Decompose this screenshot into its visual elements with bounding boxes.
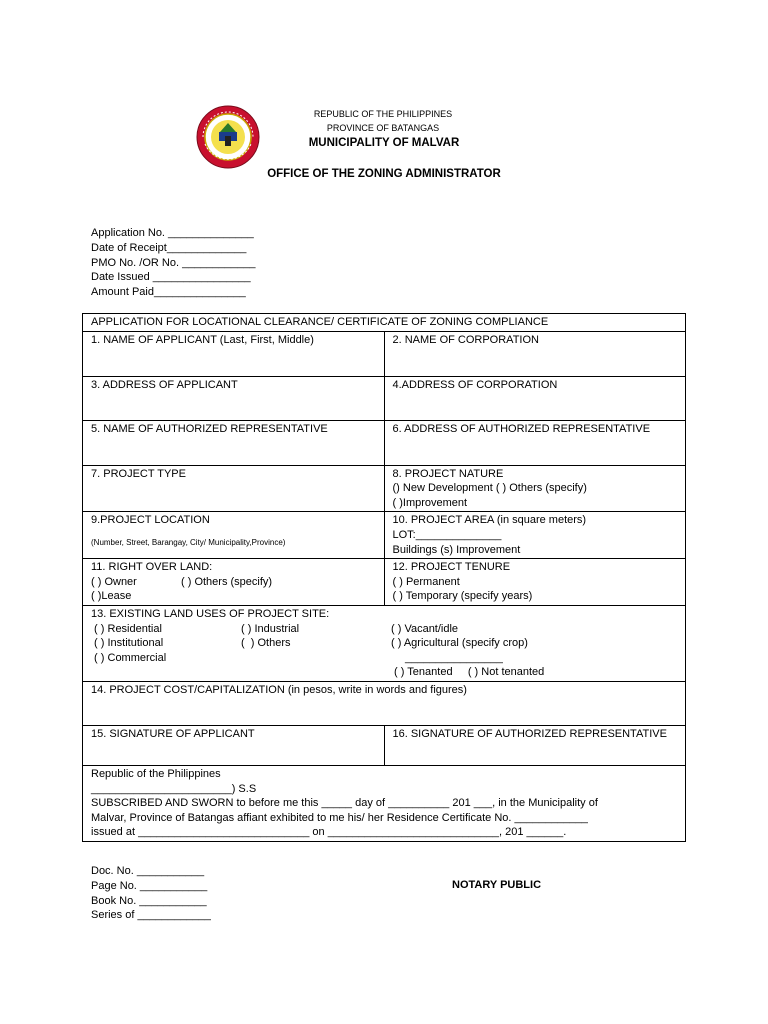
checkbox-agricultural[interactable]: ( ) Agricultural (specify crop) (391, 637, 528, 650)
notary-doc-fields (91, 864, 211, 923)
label-signature-applicant: 15. SIGNATURE OF APPLICANT (91, 727, 255, 740)
checkbox-permanent[interactable]: ( ) Permanent (392, 575, 460, 588)
checkbox-commercial[interactable]: ( ) Commercial (91, 651, 167, 664)
label-project-type: 7. PROJECT TYPE (91, 467, 186, 480)
application-form-table (82, 313, 686, 842)
field-signature-representative[interactable] (384, 725, 686, 765)
header-office: OFFICE OF THE ZONING ADMINISTRATOR (267, 168, 501, 180)
hint-project-location: (Number, Street, Barangay, City/ Municipality,Province) (91, 537, 286, 547)
label-name-of-corporation: 2. NAME OF CORPORATION (392, 333, 539, 346)
label-project-cost: 14. PROJECT COST/CAPITALIZATION (in pesos, write in words and figures) (91, 683, 467, 696)
label-name-of-applicant: 1. NAME OF APPLICANT (Last, First, Middle) (91, 333, 314, 346)
lot-field[interactable]: LOT:______________ (392, 528, 502, 541)
label-address-of-representative: 6. ADDRESS OF AUTHORIZED REPRESENTATIVE (392, 422, 651, 435)
buildings-field[interactable]: Buildings (s) Improvement (392, 543, 521, 556)
doc-no-field[interactable]: Doc. No. ___________ (91, 865, 205, 877)
label-authorized-representative: 5. NAME OF AUTHORIZED REPRESENTATIVE (91, 422, 328, 435)
checkbox-others-specify[interactable]: ( ) Others (specify) (181, 575, 273, 588)
amount-paid-field[interactable]: Amount Paid_______________ (91, 286, 246, 299)
field-project-tenure (384, 559, 686, 606)
checkbox-industrial[interactable]: ( ) Industrial (241, 622, 300, 635)
label-signature-representative: 16. SIGNATURE OF AUTHORIZED REPRESENTATIVE (392, 727, 667, 740)
header-republic: REPUBLIC OF THE PHILIPPINES (313, 109, 453, 119)
checkbox-institutional[interactable]: ( ) Institutional (91, 637, 164, 650)
book-no-field[interactable]: Book No. ___________ (91, 894, 207, 907)
checkbox-improvement[interactable]: ( )Improvement (392, 496, 468, 509)
oath-residence: Malvar, Province of Batangas affiant exhibited to me his/ her Residence Certificate No. ____________ (91, 811, 588, 824)
field-name-of-applicant[interactable] (83, 331, 385, 376)
application-meta (91, 226, 255, 300)
checkbox-residential[interactable]: ( ) Residential (91, 622, 162, 635)
field-project-location[interactable] (83, 512, 385, 559)
field-right-over-land (83, 559, 385, 606)
field-project-area (384, 512, 686, 559)
label-right-over-land: 11. RIGHT OVER LAND: (91, 561, 213, 574)
field-project-type[interactable] (83, 465, 385, 512)
oath-republic: Republic of the Philippines (91, 767, 221, 780)
header-municipality: MUNICIPALITY OF MALVAR (308, 137, 460, 149)
field-address-of-corporation[interactable] (384, 376, 686, 420)
oath-subscribed: SUBSCRIBED AND SWORN to before me this _____ day of __________ 201 ___, in the Municipality of (91, 797, 598, 810)
field-address-of-representative[interactable] (384, 420, 686, 465)
form-title: APPLICATION FOR LOCATIONAL CLEARANCE/ CERTIFICATE OF ZONING COMPLIANCE (83, 314, 686, 332)
field-authorized-representative[interactable] (83, 420, 385, 465)
oath-ss: _______________________) S.S (91, 782, 257, 795)
oath-issued: issued at ____________________________ on ____________________________, 201 ______. (91, 826, 567, 839)
label-address-of-applicant: 3. ADDRESS OF APPLICANT (91, 378, 238, 391)
field-existing-land-uses (83, 605, 686, 681)
label-address-of-corporation: 4.ADDRESS OF CORPORATION (392, 378, 558, 391)
field-project-cost[interactable] (83, 681, 686, 725)
checkbox-new-development[interactable]: () New Development ( ) Others (specify) (392, 482, 587, 495)
pmo-or-no-field[interactable]: PMO No. /OR No. ____________ (91, 256, 256, 269)
field-signature-applicant[interactable] (83, 725, 385, 765)
label-project-tenure: 12. PROJECT TENURE (392, 561, 511, 574)
checkbox-temporary[interactable]: ( ) Temporary (specify years) (392, 590, 533, 603)
checkbox-others[interactable]: ( ) Others (241, 637, 291, 650)
checkbox-vacant-idle[interactable]: ( ) Vacant/idle (391, 622, 459, 635)
application-no-field[interactable]: Application No. ______________ (91, 227, 254, 239)
date-of-receipt-field[interactable]: Date of Receipt_____________ (91, 241, 247, 254)
agricultural-crop-line[interactable]: ________________ (405, 651, 503, 664)
checkbox-lease[interactable]: ( )Lease (91, 590, 132, 603)
label-project-nature: 8. PROJECT NATURE (392, 467, 504, 480)
label-existing-land-uses: 13. EXISTING LAND USES OF PROJECT SITE: (91, 607, 330, 620)
field-address-of-applicant[interactable] (83, 376, 385, 420)
checkbox-tenanted[interactable]: ( ) Tenanted ( ) Not tenanted (391, 666, 545, 679)
label-project-location: 9.PROJECT LOCATION (91, 514, 210, 527)
page-no-field[interactable]: Page No. ___________ (91, 879, 208, 892)
series-field[interactable]: Series of ____________ (91, 909, 211, 922)
date-issued-field[interactable]: Date Issued ________________ (91, 271, 251, 284)
notary-public-label: NOTARY PUBLIC (452, 879, 542, 891)
label-project-area: 10. PROJECT AREA (in square meters) (392, 514, 587, 527)
header-province: PROVINCE OF BATANGAS (326, 123, 440, 133)
field-project-nature (384, 465, 686, 512)
oath-section (83, 765, 686, 841)
checkbox-owner[interactable]: ( ) Owner (91, 575, 137, 588)
field-name-of-corporation[interactable] (384, 331, 686, 376)
